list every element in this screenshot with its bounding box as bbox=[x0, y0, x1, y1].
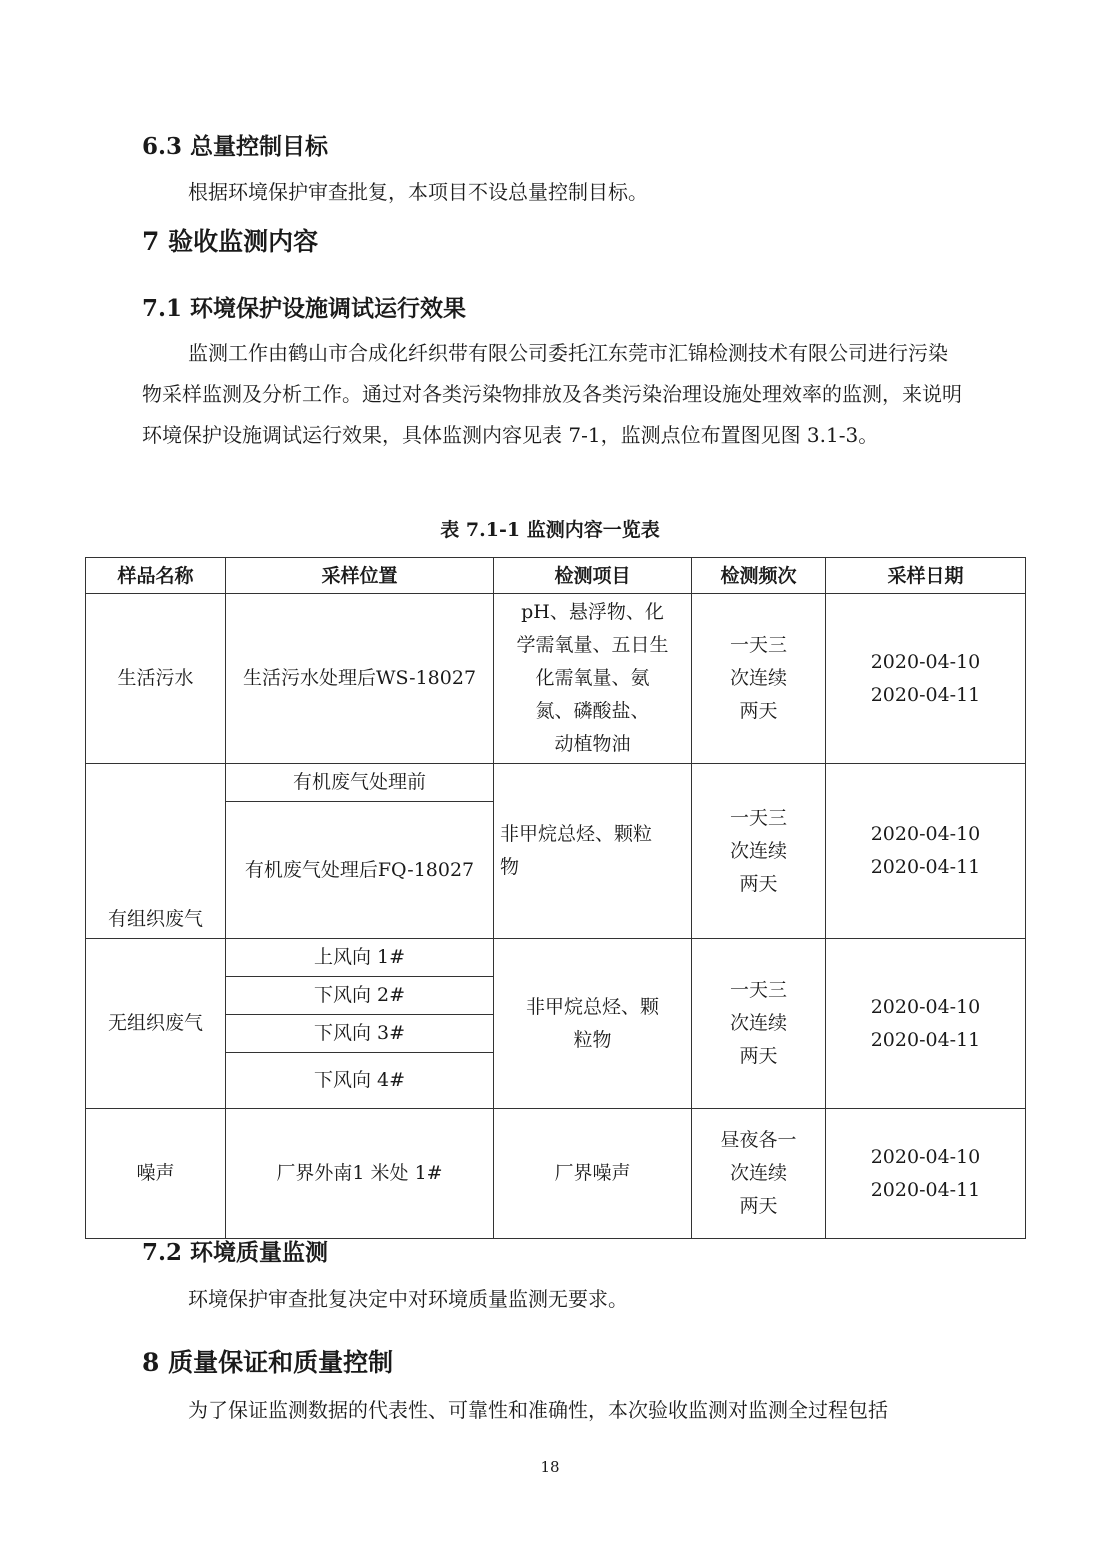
sample-name-cell: 噪声 bbox=[86, 1109, 226, 1239]
header-location: 采样位置 bbox=[226, 558, 494, 594]
table-row bbox=[86, 764, 1026, 802]
sample-name-cell: 生活污水 bbox=[86, 594, 226, 764]
heading-8: 8 质量保证和质量控制 bbox=[142, 1348, 394, 1377]
location-cell: 生活污水处理后WS-18027 bbox=[226, 594, 494, 764]
table-caption: 表 7.1-1 监测内容一览表 bbox=[440, 519, 660, 541]
header-items: 检测项目 bbox=[494, 558, 692, 594]
table-header-row bbox=[86, 558, 1026, 594]
page-number: 18 bbox=[540, 1458, 560, 1476]
frequency-cell: 昼夜各一 次连续 两天 bbox=[692, 1109, 826, 1239]
location-cell: 下风向 3# bbox=[226, 1015, 494, 1053]
dates-cell: 2020-04-10 2020-04-11 bbox=[826, 764, 1026, 939]
dates-cell: 2020-04-10 2020-04-11 bbox=[826, 939, 1026, 1109]
paragraph-8: 为了保证监测数据的代表性、可靠性和准确性，本次验收监测对监测全过程包括 bbox=[188, 1398, 888, 1422]
header-sample-name: 样品名称 bbox=[86, 558, 226, 594]
heading-7: 7 验收监测内容 bbox=[142, 227, 319, 256]
sample-name-cell: 有组织废气 bbox=[86, 764, 226, 939]
table-row bbox=[86, 1109, 1026, 1239]
frequency-cell: 一天三 次连续 两天 bbox=[692, 764, 826, 939]
location-cell: 上风向 1# bbox=[226, 939, 494, 977]
items-cell: 非甲烷总烃、颗粒 物 bbox=[494, 764, 692, 939]
location-cell: 有机废气处理后FQ-18027 bbox=[226, 802, 494, 939]
paragraph-6-3: 根据环境保护审查批复，本项目不设总量控制目标。 bbox=[188, 180, 648, 204]
monitoring-table bbox=[85, 557, 1026, 1239]
location-cell: 厂界外南1 米处 1# bbox=[226, 1109, 494, 1239]
items-cell: 厂界噪声 bbox=[494, 1109, 692, 1239]
dates-cell: 2020-04-10 2020-04-11 bbox=[826, 1109, 1026, 1239]
table-row bbox=[86, 939, 1026, 977]
items-cell: 非甲烷总烃、颗 粒物 bbox=[494, 939, 692, 1109]
table-row bbox=[86, 594, 1026, 764]
location-cell: 下风向 4# bbox=[226, 1053, 494, 1109]
dates-cell: 2020-04-10 2020-04-11 bbox=[826, 594, 1026, 764]
heading-6-3: 6.3 总量控制目标 bbox=[142, 133, 329, 160]
heading-7-1: 7.1 环境保护设施调试运行效果 bbox=[142, 295, 467, 322]
heading-7-2: 7.2 环境质量监测 bbox=[142, 1239, 329, 1266]
paragraph-7-2: 环境保护审查批复决定中对环境质量监测无要求。 bbox=[188, 1287, 628, 1311]
items-cell: pH、悬浮物、化 学需氧量、五日生 化需氧量、氨 氮、磷酸盐、 动植物油 bbox=[494, 594, 692, 764]
sample-name-cell: 无组织废气 bbox=[86, 939, 226, 1109]
frequency-cell: 一天三 次连续 两天 bbox=[692, 594, 826, 764]
location-cell: 有机废气处理前 bbox=[226, 764, 494, 802]
header-dates: 采样日期 bbox=[826, 558, 1026, 594]
frequency-cell: 一天三 次连续 两天 bbox=[692, 939, 826, 1109]
location-cell: 下风向 2# bbox=[226, 977, 494, 1015]
header-frequency: 检测频次 bbox=[692, 558, 826, 594]
paragraph-7-1: 监测工作由鹤山市合成化纤织带有限公司委托江东莞市汇锦检测技术有限公司进行污染物采样监测及分析工作。通过对各类污染物排放及各类污染治理设施处理效率的监测，来说明环境保护设施调试运行效果，具体监测内容见表 7-1，监测点位布置图见图 3.1-3。 bbox=[142, 341, 962, 447]
